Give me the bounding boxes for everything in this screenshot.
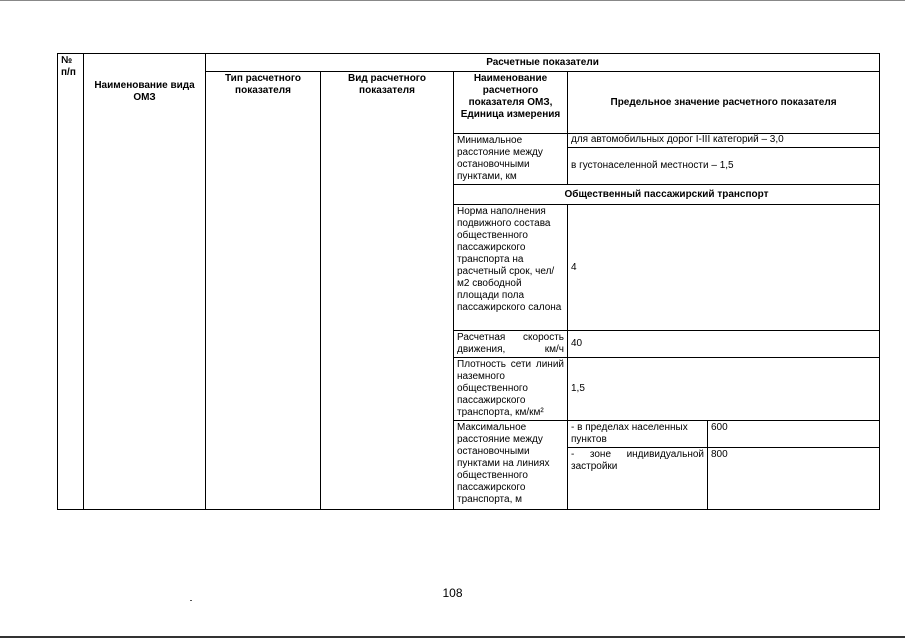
row-value: для автомобильных дорог I-III категорий – 3,0 xyxy=(568,134,880,148)
sub-label xyxy=(568,448,708,510)
header-num: № п/п xyxy=(58,54,84,510)
scan-edge-bottom xyxy=(0,636,905,638)
page-number: 108 xyxy=(442,586,463,600)
density-indicator-text: Плотность сети линий наземного общественного пассажирского транспорта, км/км² xyxy=(457,359,564,418)
header-group: Расчетные показатели xyxy=(206,54,880,72)
row-indicator: Расчетная скорость движения, км/ч xyxy=(454,331,568,358)
row-value: 4 xyxy=(568,205,880,331)
sub-label-text: - зоне индивидуальной застройки xyxy=(571,449,704,472)
kind-column xyxy=(321,72,454,510)
header-name-column xyxy=(84,54,206,510)
type-column xyxy=(206,72,321,510)
indicators-table xyxy=(57,53,880,510)
row-indicator: Норма наполнения подвижного состава общественного пассажирского транспорта на расчетный срок, чел/м2 свободной площади пола пассажирского салона xyxy=(454,205,568,331)
row-indicator xyxy=(454,358,568,421)
sub-value: 600 xyxy=(708,421,880,448)
header-name: Наименование вида ОМЗ xyxy=(94,80,195,103)
scan-edge-top xyxy=(0,0,905,1)
sub-label: - в пределах населенных пунктов xyxy=(568,421,708,448)
header-type: Тип расчетного показателя xyxy=(224,73,302,96)
row-value: 1,5 xyxy=(568,358,880,421)
header-limit: Предельное значение расчетного показателя xyxy=(568,72,880,134)
row-value: в густонаселенной местности – 1,5 xyxy=(568,147,880,184)
row-indicator: Минимальное расстояние между остановочными пунктами, км xyxy=(454,134,568,185)
table-header-row xyxy=(58,54,880,72)
sub-value: 800 xyxy=(708,448,880,510)
header-kind: Вид расчетного показателя xyxy=(348,73,426,96)
header-indicator: Наименование расчетного показателя ОМЗ, Единица измерения xyxy=(454,72,568,134)
scan-speck xyxy=(190,600,192,601)
section-title: Общественный пассажирский транспорт xyxy=(454,185,880,205)
row-value: 40 xyxy=(568,331,880,358)
row-indicator: Максимальное расстояние между остановочными пунктами на линиях общественного пассажирского транспорта, м xyxy=(454,421,568,510)
